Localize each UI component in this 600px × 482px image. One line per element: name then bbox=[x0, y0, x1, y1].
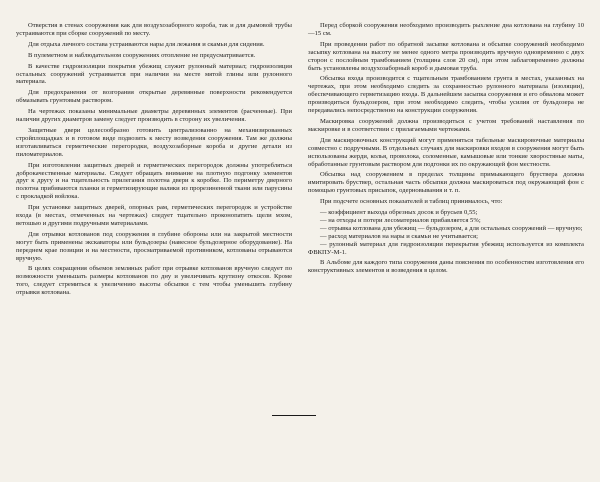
paragraph: Обсыпка входа производится с тщательным трамбованием грунта в местах, указанных на чертежах, при этом необходимо следить за сохранностью рулонного материала (изоляции), обеспечивающего герметизацию входа. В дальнейшем засыпка сооружения и его обвалова может производиться бульдозером, при этом необходимо следить, чтобы усилия от бульдозера не передавались непосредственно на конструкции сооружения. bbox=[308, 75, 584, 115]
paragraph: При проведении работ по обратной засыпке котлована и обсыпке сооружений необходимо засыпку котлована на высоту не менее одного метра производить вручную одновременно с двух сторон с послойным трамбованием (толщина слоя 20 см), при этом заблаговременно должны быть установлены воздухозаборный короб и дымовая труба. bbox=[308, 40, 584, 72]
paragraph: Перед сборкой сооружения необходимо производить рыхление дна котлована на глубину 10—15 см. bbox=[308, 22, 584, 37]
paragraph: На чертежах показаны минимальные диаметры деревянных элементов (расченные). При наличии других диаметров замену следует производить в сторону их увеличения. bbox=[16, 108, 292, 124]
paragraph: Для отрывки котлованов под сооружения в глубине обороны или на закрытой местности могут быть применены экскаваторы или бульдозеры (навесное бульдозерное оборудование). На переднем крае позиции и на местности, просматриваемой противником, котлованы отрываются вручную. bbox=[16, 230, 292, 262]
paragraph: Маскировка сооружений должна производиться с учетом требований наставления по маскировке и в соответствии с прилагаемыми чертежами. bbox=[308, 117, 584, 133]
list-item: — коэффициент выхода обрезных досок и брусьев 0,55; bbox=[320, 209, 478, 217]
paragraph: Для маскировочных конструкций могут применяться табельные маскировочные материалы совместно с подручными. В отдельных случаях для маскировки входов в сооружения могут быть использованы жерди, колья, проволока, соломенные, камышовые или тонкие хворостяные маты, обработанные грунтовым раствором для подгонки их по окружающей фон местности. bbox=[308, 136, 584, 168]
paragraph: В целях сокращения объемов земляных работ при отрывке котлованов вручную следует по возможности уменьшать размеры котлованов по дну и увеличивать крутизну откосов. Кроме того, следует стремиться к увеличению высоты обсыпки с тем чтобы уменьшить глубину отрывки котлована. bbox=[16, 265, 292, 297]
list-item: — расход материалов на нары и скамьи не учитывается; bbox=[320, 232, 478, 240]
paragraph: При установке защитных дверей, опорных рам, герметических перегородок и устройстве входа (в местах, отмеченных на чертежах) следует тщательно проконопатить щели мхом, ветошью и другими подручными материалами. bbox=[16, 204, 292, 227]
paragraph: При подсчете основных показателей и таблиц принималось, что: bbox=[320, 198, 503, 206]
left-column bbox=[16, 22, 292, 300]
paragraph: При изготовлении защитных дверей и герметических перегородок должны употребляться доброкачественные материалы. Следует обращать внимание на плотную подгонку элементов друг к другу и на тщательность прилегания полотна двери к коробке. По периметру дверного полотна прибиваются планки и герметизирующие валики из прорезиненной ткани или парусины с прокладкой войлока. bbox=[16, 161, 292, 201]
list-item: — рулонный материал для гидроизоляции перекрытия убежищ используется из комплекта ФВКПУ-М-1. bbox=[308, 240, 584, 256]
paragraph: Отверстия в стенах сооружения как для воздухозаборного короба, так и для дымовой трубы устраиваются при сборке сооружений по месту. bbox=[16, 22, 292, 37]
paragraph: Обсыпка над сооружением в пределах толщины примыкающего бруствера должна имитировать бруствер, остальная часть обсыпки должна маскироваться под окружающий фон с помощью грунтовых присыпок, одерновывания и т. п. bbox=[308, 171, 584, 195]
list-item: — отрывка котлована для убежищ — бульдозером, а для остальных сооружений — вручную; bbox=[320, 224, 583, 232]
paragraph: Защитные двери целесообразно готовить централизованно на механизированных стройплощадках и в готовом виде подвозить к месту возведения сооружения. Там же должны изготавливаться герметические перегородки, воздухозаборные короба и другие детали из пиломатериалов. bbox=[16, 126, 292, 158]
closing-paragraph: В Альбоме для каждого типа сооружения даны пояснения по особенностям изготовления его конструктивных элементов и возведения в целом. bbox=[308, 259, 584, 275]
paragraph: В пулеметном и наблюдательном сооружениях отопление не предусматривается. bbox=[28, 51, 256, 59]
paragraph: В качестве гидроизоляции покрытия убежищ служит рулонный материал; гидроизоляция остальных сооружений устраивается при наличии на месте мятой глины или рулонного материала. bbox=[16, 62, 292, 86]
text-columns bbox=[16, 22, 584, 300]
end-rule-divider bbox=[272, 415, 316, 416]
list-item: — на отходы и потери лесоматериалов прибавляется 5%; bbox=[320, 216, 481, 224]
paragraph: Для предохранения от возгорания открытые деревянные поверхности рекомендуется обмазывать грунтовым раствором. bbox=[16, 89, 292, 105]
paragraph: Для отдыха личного состава устраиваются нары для лежания и скамьи для сидения. bbox=[28, 40, 265, 48]
right-column bbox=[308, 22, 584, 300]
